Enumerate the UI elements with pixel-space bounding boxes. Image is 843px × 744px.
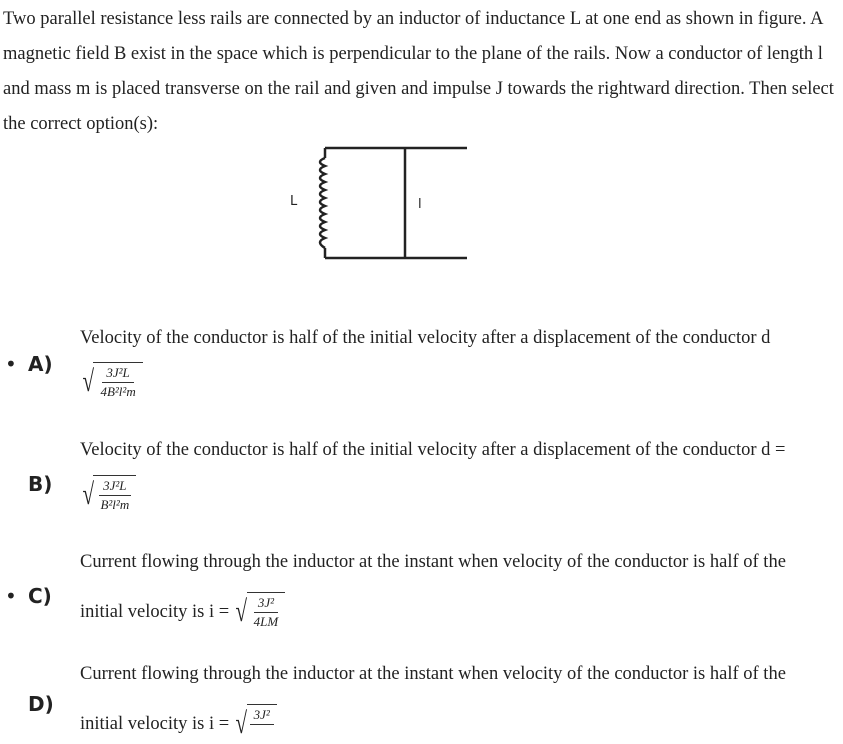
denominator: B²l²m xyxy=(100,497,130,512)
option-c-text: Current flowing through the inductor at the instant when velocity of the conductor is half of the xyxy=(80,552,786,572)
option-a-text: Velocity of the conductor is half of the initial velocity after a displacement of the conductor d xyxy=(80,328,771,348)
option-b-label: B) xyxy=(28,472,53,496)
formula-prefix: initial velocity is i = xyxy=(80,601,230,622)
option-a-formula: √ $\frac{\text{3J²L}}{\text{4B²l²m}}$ xyxy=(80,362,143,402)
option-d-formula: initial velocity is i = √ 3J² xyxy=(80,704,277,744)
denominator: 4LM xyxy=(253,614,279,629)
option-a-label: A) xyxy=(28,352,53,376)
option-b-text: Velocity of the conductor is half of the initial velocity after a displacement of the conductor d = xyxy=(80,440,786,460)
option-d-text: Current flowing through the inductor at the instant when velocity of the conductor is half of the xyxy=(80,664,786,684)
question-text: Two parallel resistance less rails are connected by an inductor of inductance L at one end as shown in figure. A magnetic field B exist in the space which is perpendicular to the plane of the rails. Now a conductor of length l and mass m is placed transverse on the rail and given and impulse J towards the rightward direction. Then select the correct option(s): xyxy=(3,9,834,134)
formula-prefix: initial velocity is i = xyxy=(80,713,230,734)
bullet: • xyxy=(5,352,17,376)
numerator: 3J² xyxy=(254,593,278,613)
numerator: 3J² xyxy=(250,705,274,725)
numerator: 3J²L xyxy=(99,476,130,496)
numerator: 3J²L xyxy=(102,363,133,383)
option-c-label: C) xyxy=(28,584,52,608)
option-b-formula: √ $\frac{\text{3J²L}}{\text{B²l²m}}$ xyxy=(80,475,136,515)
inductor-coil xyxy=(320,158,325,248)
option-d-label: D) xyxy=(28,692,54,716)
conductor-label: l xyxy=(418,197,422,212)
denominator: 4B²l²m xyxy=(100,384,136,399)
bullet: • xyxy=(5,584,17,608)
inductor-label: L xyxy=(290,194,298,209)
circuit-figure xyxy=(285,140,475,265)
option-c-formula: initial velocity is i = √ $\frac{\text{3J²}}{4LM}$ xyxy=(80,592,285,632)
